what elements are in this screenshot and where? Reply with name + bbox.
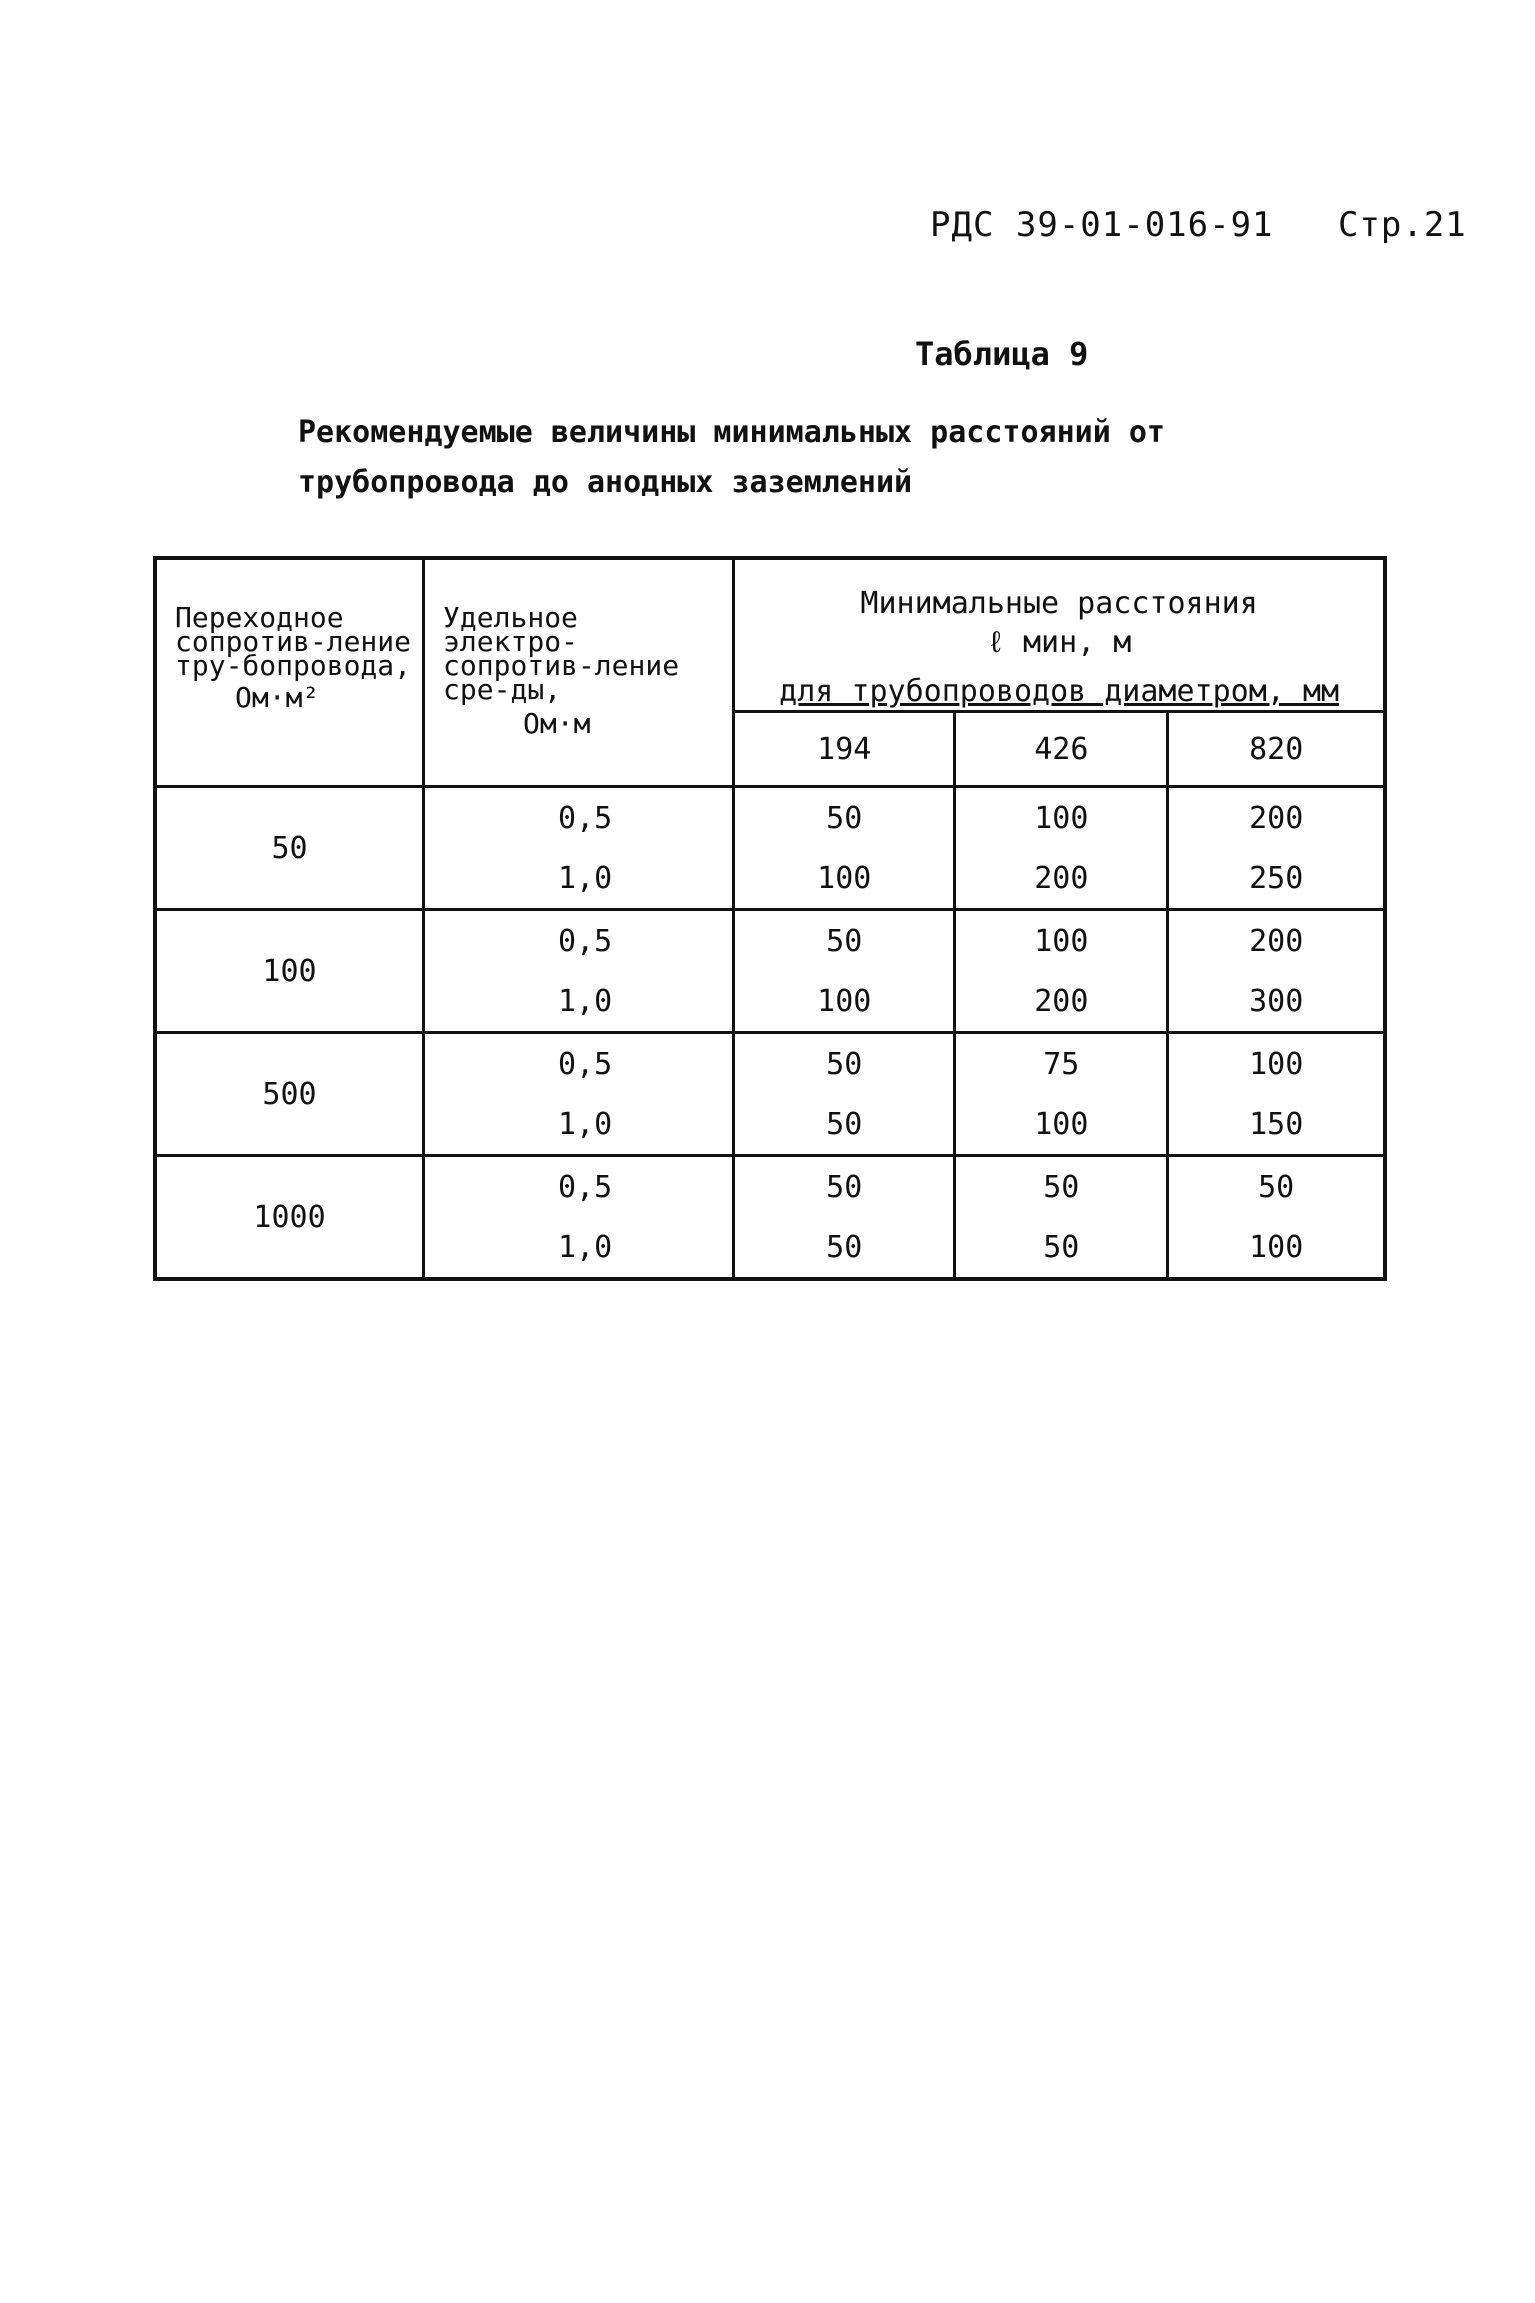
dist-426: 200 (955, 971, 1168, 1033)
dist-820: 250 (1168, 848, 1385, 910)
document-code (930, 205, 1467, 245)
diameter-820: 820 (1168, 712, 1385, 787)
col1-unit: Ом·м² (235, 681, 320, 714)
transition-value: 50 (155, 787, 424, 910)
header-min-distances (734, 558, 1385, 712)
diameter-426: 426 (955, 712, 1168, 787)
dist-820: 300 (1168, 971, 1385, 1033)
col2-header-text: Удельное электро-сопротив-ление сре-ды, (443, 601, 680, 706)
resistance-value: 1,0 (424, 1217, 734, 1279)
span-header-line2: ℓ мин, м (986, 625, 1132, 660)
dist-820: 100 (1168, 1033, 1385, 1095)
dist-194: 100 (734, 971, 955, 1033)
transition-value: 100 (155, 910, 424, 1033)
resistance-value: 0,5 (424, 787, 734, 849)
dist-426: 100 (955, 1094, 1168, 1156)
dist-820: 100 (1168, 1217, 1385, 1279)
table-row (155, 1156, 1385, 1218)
table-caption: Рекомендуемые величины минимальных расстояний от трубопровода до анодных заземлений (298, 415, 1165, 500)
dist-820: 50 (1168, 1156, 1385, 1218)
resistance-value: 1,0 (424, 971, 734, 1033)
dist-426: 50 (955, 1156, 1168, 1218)
resistance-value: 1,0 (424, 848, 734, 910)
dist-426: 100 (955, 787, 1168, 849)
resistance-value: 0,5 (424, 1033, 734, 1095)
page-number: Стр.21 (1337, 205, 1467, 245)
doc-code-text: РДС 39-01-016-91 (930, 205, 1274, 245)
table-row (155, 1033, 1385, 1095)
header-row (155, 558, 1385, 712)
col1-header-text: Переходное сопротив-ление тру-бопровода, (175, 601, 412, 682)
table-row (155, 910, 1385, 972)
dist-820: 150 (1168, 1094, 1385, 1156)
dist-194: 50 (734, 1033, 955, 1095)
dist-426: 75 (955, 1033, 1168, 1095)
dist-820: 200 (1168, 787, 1385, 849)
diameter-194: 194 (734, 712, 955, 787)
dist-426: 200 (955, 848, 1168, 910)
col2-unit: Ом·м (523, 707, 591, 740)
dist-426: 50 (955, 1217, 1168, 1279)
dist-194: 50 (734, 1094, 955, 1156)
span-header-line3: для трубопроводов диаметром, мм (779, 674, 1340, 709)
header-specific-resistance (424, 558, 734, 787)
table-title: Таблица 9 (915, 335, 1089, 373)
transition-value: 500 (155, 1033, 424, 1156)
resistance-value: 0,5 (424, 1156, 734, 1218)
dist-194: 50 (734, 787, 955, 849)
resistance-value: 0,5 (424, 910, 734, 972)
table-row (155, 787, 1385, 849)
dist-820: 200 (1168, 910, 1385, 972)
dist-194: 50 (734, 1156, 955, 1218)
transition-value: 1000 (155, 1156, 424, 1280)
dist-194: 100 (734, 848, 955, 910)
dist-194: 50 (734, 910, 955, 972)
dist-194: 50 (734, 1217, 955, 1279)
span-header-line1: Минимальные расстояния (860, 586, 1258, 621)
dist-426: 100 (955, 910, 1168, 972)
distance-table (153, 556, 1387, 1281)
header-transition-resistance (155, 558, 424, 787)
resistance-value: 1,0 (424, 1094, 734, 1156)
